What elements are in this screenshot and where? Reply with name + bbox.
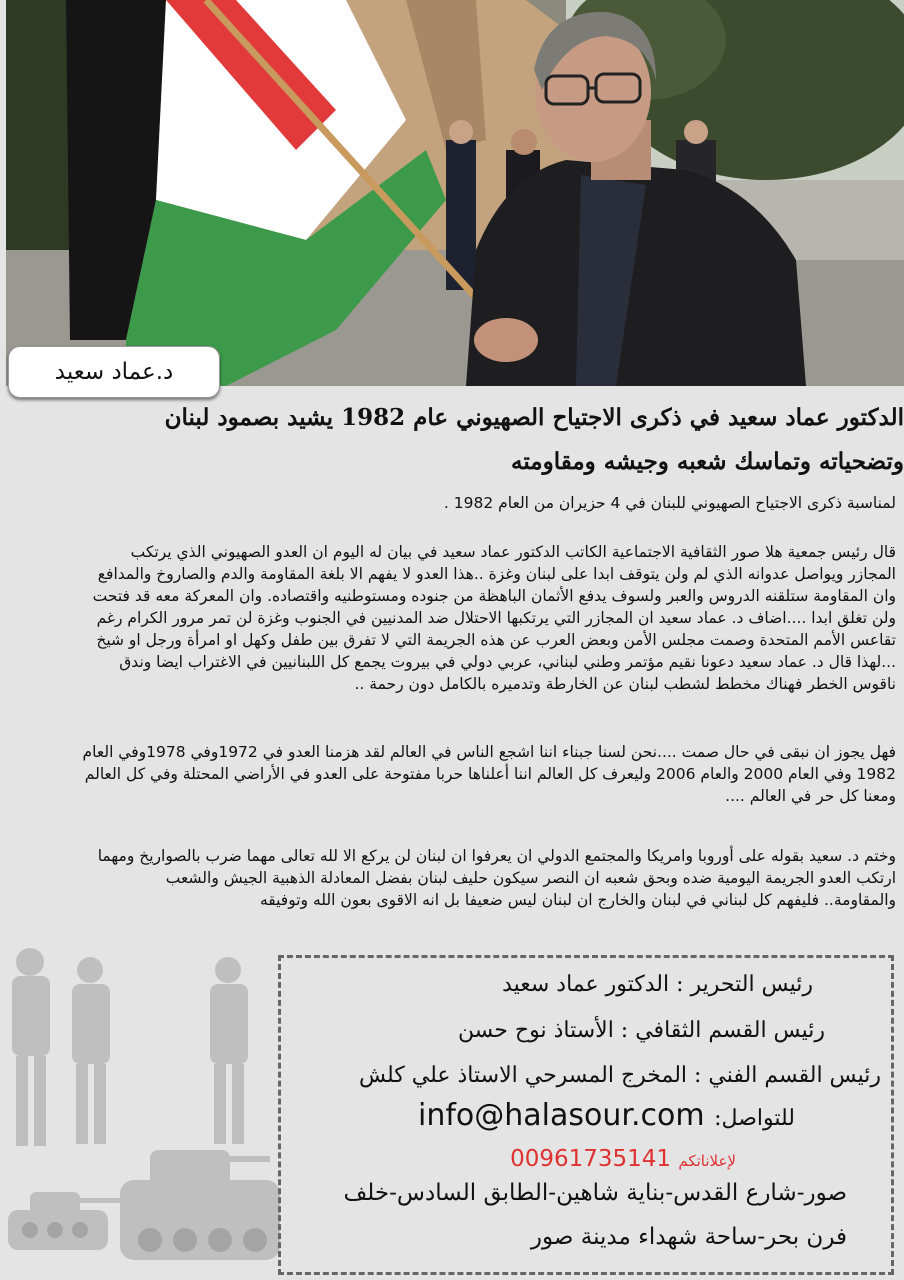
contact-line xyxy=(418,1098,795,1133)
address-line-2: فرن بحر-ساحة شهداء مدينة صور xyxy=(530,1224,847,1250)
name-tag: د.عماد سعيد xyxy=(8,346,220,398)
article-paragraph-2 xyxy=(0,741,896,807)
credits-box xyxy=(278,955,894,1275)
headline-line-1: الدكتور عماد سعيد في ذكرى الاجتياح الصهيوني عام 1982 يشيد بصمود لبنان xyxy=(164,404,904,431)
hero-illustration xyxy=(6,0,904,386)
paragraph-line: وختم د. سعيد بقوله على أوروبا وامريكا والمجتمع الدولي ان يعرفوا ان لبنان لن يركع الا لله تعالى مهما ضرب بالصواريخ ومهما xyxy=(97,847,896,865)
soldiers-illustration xyxy=(0,940,285,1280)
paragraph-line: تقاعس الأمم المتحدة وصمت مجلس الأمن وبعض العرب عن هذه الجريمة التي لا تفرق بين طفل وكهل او امرأة ورجل او شيخ xyxy=(96,631,896,649)
paragraph-line: فهل يجوز ان نبقى في حال صمت ....نحن لسنا جبناء اننا اشجع الناس في العالم لقد هزمنا العدو في 1972وفي 1978وفي العام xyxy=(82,743,896,761)
art-section-head: رئيس القسم الفني : المخرج المسرحي الاستاذ علي كلش xyxy=(358,1063,881,1088)
paragraph-line: قال رئيس جمعية هلا صور الثقافية الاجتماعية الكاتب الدكتور عماد سعيد في بيان له اليوم ان العدو الصهيوني الذي يرتكب xyxy=(130,543,896,561)
ads-phone[interactable]: 00961735141 xyxy=(510,1146,672,1172)
contact-label: للتواصل: xyxy=(714,1106,795,1131)
article-intro: لمناسبة ذكرى الاجتياح الصهيوني للبنان في 4 حزيران من العام 1982 . xyxy=(443,494,896,512)
article-headline xyxy=(20,396,904,484)
editor-in-chief: رئيس التحرير : الدكتور عماد سعيد xyxy=(502,972,813,997)
ads-line xyxy=(510,1146,736,1172)
paragraph-line: المجازر ويواصل عدوانه الذي لم ولن يتوقف ابدا على لبنان وغزة ..هذا العدو لا يفهم الا بلغة المقاومة والدم والصاروخ والمدافع xyxy=(97,565,896,583)
article-paragraph-3 xyxy=(0,845,896,911)
paragraph-line: والمقاومة.. فليفهم كل لبناني في لبنان والخارج ان لبنان ليس ضعيفا بل انه الاقوى بعون الله وتوفيقه xyxy=(259,891,896,909)
ads-label: لإعلاناتكم xyxy=(678,1152,736,1170)
paragraph-line: ...لهذا قال د. عماد سعيد دعونا نقيم مؤتمر وطني لبناني، عربي دولي في بيروت يجمع كل اللبنانيين في الاغتراب ايضا وندق xyxy=(119,653,896,671)
article-paragraph-1 xyxy=(0,541,896,695)
hero-photo xyxy=(6,0,904,386)
paragraph-line: 1982 وفي العام 2000 والعام 2006 وليعرف كل العالم اننا أعلناها حربا مفتوحة على العدو في الأراضي المحتلة وفي كل العالم xyxy=(84,765,896,783)
paragraph-line: ومعنا كل حر في العالم .... xyxy=(725,787,896,805)
headline-line-2: وتضحياته وتماسك شعبه وجيشه ومقاومته xyxy=(511,448,904,475)
contact-email[interactable]: info@halasour.com xyxy=(418,1098,705,1133)
paragraph-line: ولن تغلق ابدا ....اضاف د. عماد سعيد ان المجازر التي يرتكبها الاحتلال ضد المدنيين في الجنوب وغزة لن تمر مرور الكرام رغم xyxy=(96,609,896,627)
culture-section-head: رئيس القسم الثقافي : الأستاذ نوح حسن xyxy=(457,1018,825,1043)
paragraph-line: وان المقاومة ستلقنه الدروس والعبر ولسوف يدفع الأثمان الباهظة من جنوده ومستوطنيه واقتصاده. وان المعركة معه قد فتحت xyxy=(92,587,896,605)
address-line-1: صور-شارع القدس-بناية شاهين-الطابق السادس-خلف xyxy=(343,1180,847,1206)
paragraph-line: ناقوس الخطر فهناك مخطط لشطب لبنان عن الخارطة وتدميره بالكامل دون رحمة .. xyxy=(354,675,896,693)
paragraph-line: ارتكب العدو الجريمة اليومية ضده وبحق شعبه ان النصر سيكون حليف لبنان بفضل المعادلة الذهبية الجيش والشعب xyxy=(165,869,896,887)
